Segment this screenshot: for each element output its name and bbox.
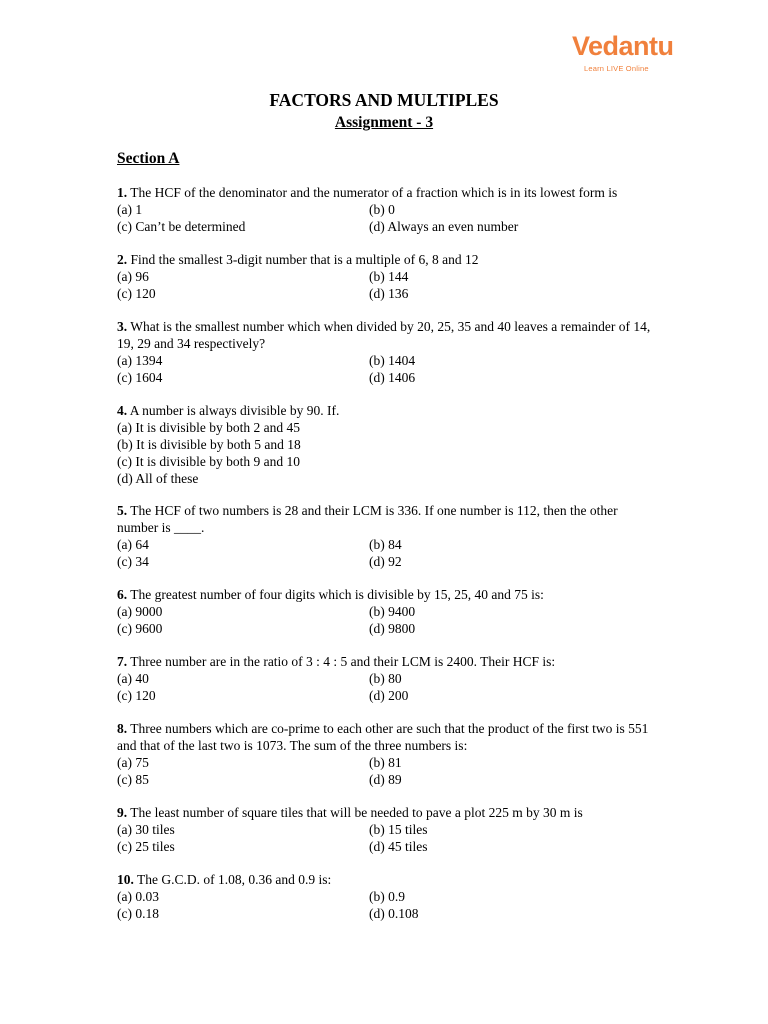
options [117,603,657,637]
option-a: (a) It is divisible by both 2 and 45 [117,420,300,435]
question-body: A number is always divisible by 90. If. [127,403,340,418]
question-text [117,251,657,268]
option-c: (c) 120 [117,688,156,703]
question-body: Three number are in the ratio of 3 : 4 : 5 and their LCM is 2400. Their HCF is: [127,654,556,669]
option-b: (b) 144 [369,269,409,284]
option-a: (a) 75 [117,755,149,770]
option-c: (c) 25 tiles [117,839,175,854]
question-10 [117,871,657,922]
subtitle-text: Assignment - 3 [334,114,434,131]
option-c: (c) 1604 [117,370,163,385]
vedantu-logo [572,26,692,78]
logo-wordmark: Vedantu [572,31,674,61]
option-d: (d) Always an even number [369,219,519,234]
question-body: The greatest number of four digits which is divisible by 15, 25, 40 and 75 is: [127,587,544,602]
question-5 [117,502,657,570]
option-a: (a) 96 [117,269,149,284]
question-body: The G.C.D. of 1.08, 0.36 and 0.9 is: [133,872,332,887]
question-7 [117,653,657,704]
option-a: (a) 40 [117,671,149,686]
question-text [117,402,657,419]
option-d: (d) 136 [369,286,409,301]
option-b: (b) 9400 [369,604,416,619]
options [117,670,657,704]
question-4 [117,402,657,487]
options [117,201,657,235]
option-d: (d) 9800 [369,621,416,636]
option-a: (a) 30 tiles [117,822,175,837]
page-subtitle [0,114,768,132]
option-b: (b) 80 [369,671,402,686]
option-b: (b) 0.9 [369,889,405,904]
question-number: 6. [117,587,128,602]
option-b: (b) 1404 [369,353,416,368]
option-b: (b) 84 [369,537,402,552]
question-3 [117,318,657,386]
question-1 [117,184,657,235]
option-d: (d) 89 [369,772,402,787]
question-body: What is the smallest number which when divided by 20, 25, 35 and 40 leaves a remainder of 14, 19, 29 and 34 respectively? [117,319,651,351]
question-text [117,804,657,821]
question-number: 8. [117,721,128,736]
option-c: (c) 0.18 [117,906,159,921]
option-d: (d) 92 [369,554,402,569]
option-c: (c) Can’t be determined [117,219,246,234]
option-d: (d) 200 [369,688,409,703]
option-a: (a) 9000 [117,604,163,619]
question-number: 7. [117,654,128,669]
question-body: Three numbers which are co-prime to each other are such that the product of the first two is 551 and that of the last two is 1073. The sum of the three numbers is: [117,721,649,753]
question-text [117,586,657,603]
option-b: (b) 0 [369,202,395,217]
question-text [117,720,657,754]
question-text [117,871,657,888]
option-b: (b) 15 tiles [369,822,428,837]
question-body: Find the smallest 3-digit number that is a multiple of 6, 8 and 12 [127,252,479,267]
question-body: The least number of square tiles that will be needed to pave a plot 225 m by 30 m is [127,805,583,820]
question-6 [117,586,657,637]
logo-tagline: Learn LIVE Online [584,64,649,73]
question-2 [117,251,657,302]
option-c: (c) 120 [117,286,156,301]
options [117,352,657,386]
option-c: (c) It is divisible by both 9 and 10 [117,454,300,469]
options [117,888,657,922]
option-c: (c) 85 [117,772,149,787]
option-d: (d) 45 tiles [369,839,428,854]
option-a: (a) 1 [117,202,143,217]
question-9 [117,804,657,855]
options [117,754,657,788]
question-8 [117,720,657,788]
option-b: (b) It is divisible by both 5 and 18 [117,437,301,452]
question-text [117,653,657,670]
option-d: (d) All of these [117,471,199,486]
question-text [117,318,657,352]
question-text [117,184,657,201]
option-a: (a) 64 [117,537,149,552]
page-title: FACTORS AND MULTIPLES [269,90,499,110]
question-number: 10. [117,872,134,887]
question-body: The HCF of the denominator and the numerator of a fraction which is in its lowest form is [127,185,618,200]
option-d: (d) 1406 [369,370,416,385]
section-heading: Section A [117,150,180,167]
option-a: (a) 1394 [117,353,163,368]
question-number: 3. [117,319,128,334]
question-number: 2. [117,252,128,267]
options [117,821,657,855]
question-number: 1. [117,185,128,200]
question-body: The HCF of two numbers is 28 and their LCM is 336. If one number is 112, then the other number is ____. [117,503,618,535]
question-number: 5. [117,503,128,518]
question-text [117,502,657,536]
option-d: (d) 0.108 [369,906,419,921]
question-number: 4. [117,403,128,418]
options [117,536,657,570]
option-c: (c) 34 [117,554,149,569]
options [117,419,657,487]
question-list [117,184,657,938]
option-b: (b) 81 [369,755,402,770]
options [117,268,657,302]
option-a: (a) 0.03 [117,889,159,904]
question-number: 9. [117,805,128,820]
option-c: (c) 9600 [117,621,163,636]
